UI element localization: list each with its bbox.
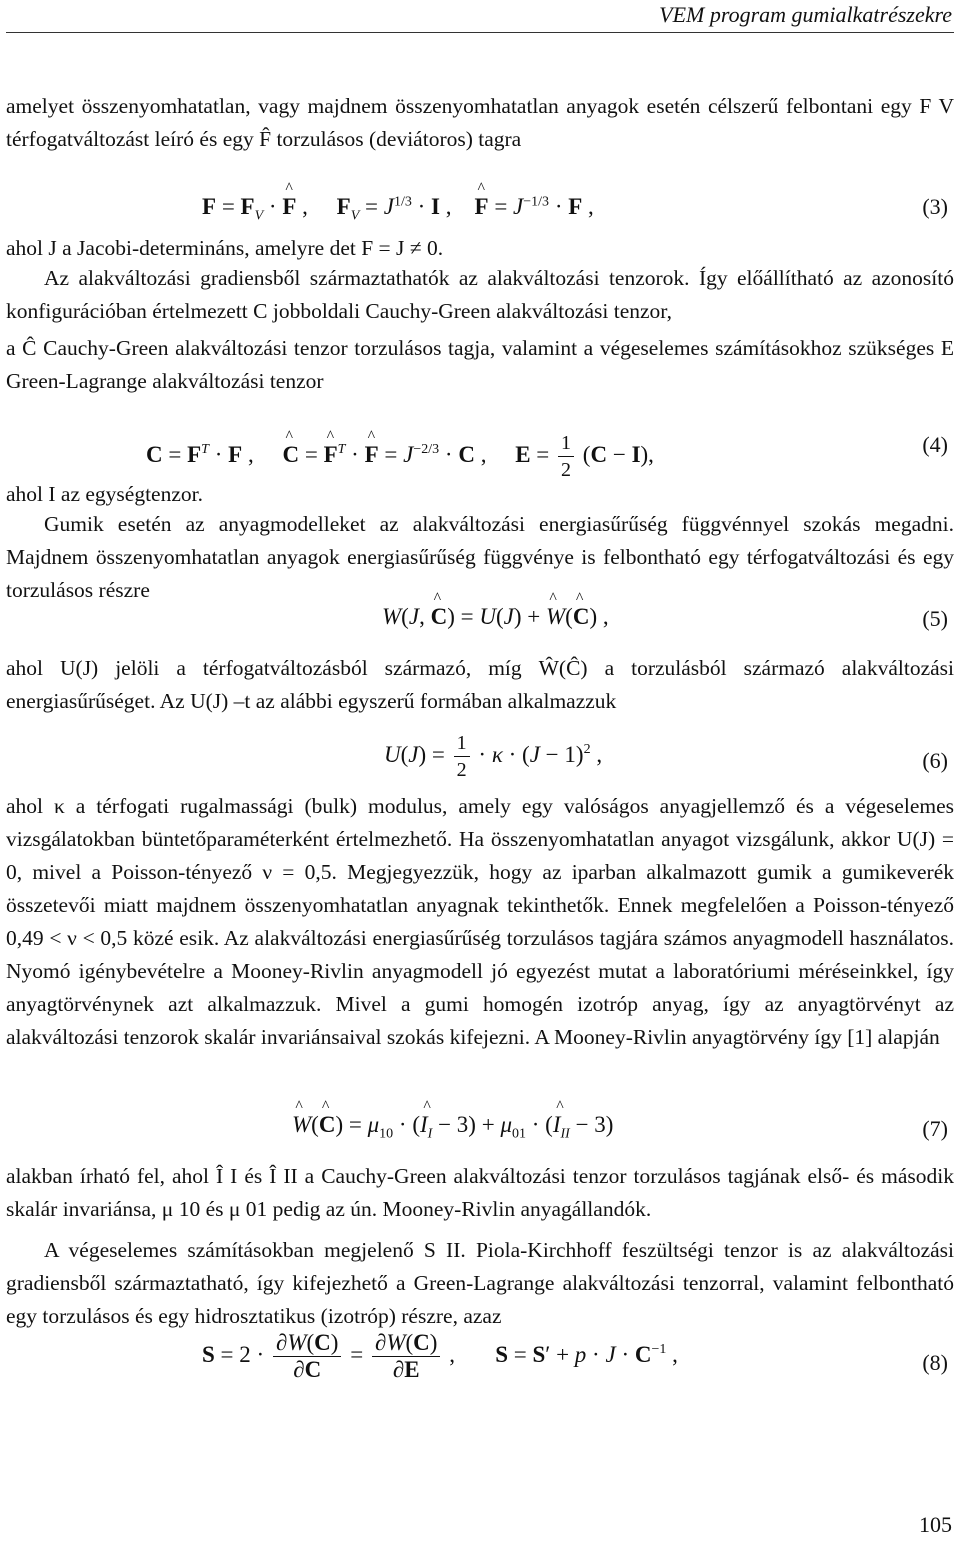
equation-8 xyxy=(6,1330,954,1394)
running-header xyxy=(0,0,960,40)
paragraph-10: A végeselemes számításokban megjelenő S II. Piola-Kirchhoff feszültségi tenzor is az alakváltozási gradiensből származtatható, így kifejezhető a Green-Lagrange alakváltozási tenzorral, valamint felbontható egy torzulásos és egy hidrosztatikus (izotróp) részre, azaz xyxy=(6,1238,954,1328)
equation-3-body: $F = F_V$ · ^ F , $F_V = J^{1/3} \cdot I$ , ^ $F = J^{-1/3} \cdot F$ , xyxy=(202,194,594,225)
paragraph-3: Az alakváltozási gradiensből származtathatók az alakváltozási tenzorok. Így előállítható az azonosító konfigurációban értelmezett C jobboldali Cauchy-Green alakváltozási tenzor, xyxy=(6,266,954,323)
equation-8-number: (8) xyxy=(922,1350,948,1375)
paragraph-9: alakban írható fel, ahol Î I és Î II a Cauchy-Green alakváltozási tenzor torzulásos tagjának első- és második skalár invariánsa, μ 10 és μ 01 pedig az ún. Mooney-Rivlin anyagállandók. xyxy=(6,1164,954,1221)
equation-4 xyxy=(6,424,954,480)
running-header-title: VEM program gumialkatrészekre xyxy=(659,2,952,27)
page-number: 105 xyxy=(919,1512,952,1537)
equation-8-body: S = 2 · $\frac{\partial W(C)}{\partial C}$ = $\frac{\partial W(C)}{\partial E}$ , $S = S' + p \cdot J \cdot C^{-1}$ , xyxy=(202,1330,678,1382)
equation-6 xyxy=(6,730,954,786)
equation-7-body: ^ W(^ $C) = \mu_{10}$ · (^ $I_I - 3) + \mu_{01}$ · (^ $I_{II} - 3$) xyxy=(292,1112,613,1143)
equation-7-number: (7) xyxy=(922,1116,948,1141)
equation-6-body: U(J) = $\frac{1}{2}$ · $\kappa \cdot (J - 1)^2$ , xyxy=(384,732,603,781)
paragraph-4: a Ĉ Cauchy-Green alakváltozási tenzor torzulásos tagja, valamint a végeselemes számításokhoz szükséges E Green-Lagrange alakváltozási tenzor xyxy=(6,336,954,393)
equation-7 xyxy=(6,1112,954,1152)
paragraph-1: amelyet összenyomhatatlan, vagy majdnem összenyomhatatlan anyagok esetén célszerű felbontani egy F V térfogatváltozást leíró és egy F̂ torzulásos (deviátoros) tagra xyxy=(6,94,954,151)
paragraph-7: ahol U(J) jelöli a térfogatváltozásból származó, míg Ŵ(Ĉ) a torzulásból származó alakváltozási energiasűrűséget. Az U(J) –t az alábbi egyszerű formában alkalmazzuk xyxy=(6,656,954,713)
equation-3-number: (3) xyxy=(922,194,948,219)
equation-4-body: $C = F^T \cdot F$ , ^ C = ^ $F^T$ · ^ $F = J^{-2/3} \cdot C$ , E = $\frac{1}{2}$ (C − I), xyxy=(146,430,654,483)
paragraph-6: Gumik esetén az anyagmodelleket az alakváltozási energiasűrűség függvénnyel szokás megadni. Majdnem összenyomhatatlan anyagok energiasűrűség függvénye is felbontható egy térfogatváltozási és egy torzulásos részre xyxy=(6,512,954,602)
equation-4-number: (4) xyxy=(922,432,948,457)
paragraph-8: ahol κ a térfogati rugalmassági (bulk) modulus, amely egy valóságos anyagjellemző és a végeselemes vizsgálatokban büntetőparaméterként értelmezhető. Ha összenyomhatatlan anyagot vizsgálunk, akkor U(J) = 0, mivel a Poisson-tényező ν = 0,5. Megjegyezzük, hogy az iparban alkalmazott gumik a gumikeverék összetevői miatt majdnem összenyomhatatlan anyagnak tekinthetők. Ennek megfelelően a Poisson-tényező 0,49 < ν < 0,5 közé esik. Az alakváltozási energiasűrűség torzulásos tagjára számos anyagmodell használatos. Nyomó igénybevételre a Mooney-Rivlin anyagmodell jó egyezést mutat a laboratóriumi méréseinkkel, így anyagtörvénynek azt alkalmazzuk. Mivel a gumi homogén izotróp anyag, így az anyagtörvényt az alakváltozási tenzorok skalár invariánsaival szokás kifejezni. A Mooney-Rivlin anyagtörvény így [1] alapján xyxy=(6,794,954,1049)
equation-5 xyxy=(6,604,954,640)
equation-3 xyxy=(6,194,954,234)
equation-5-number: (5) xyxy=(922,606,948,631)
equation-5-body: W(J, ^ C) = U(J) + ^ W(^ C) , xyxy=(382,604,609,630)
equation-6-number: (6) xyxy=(922,748,948,773)
paragraph-2: ahol J a Jacobi-determináns, amelyre det F = J ≠ 0. xyxy=(6,236,444,260)
header-rule xyxy=(6,32,954,33)
paragraph-5: ahol I az egységtenzor. xyxy=(6,482,203,506)
